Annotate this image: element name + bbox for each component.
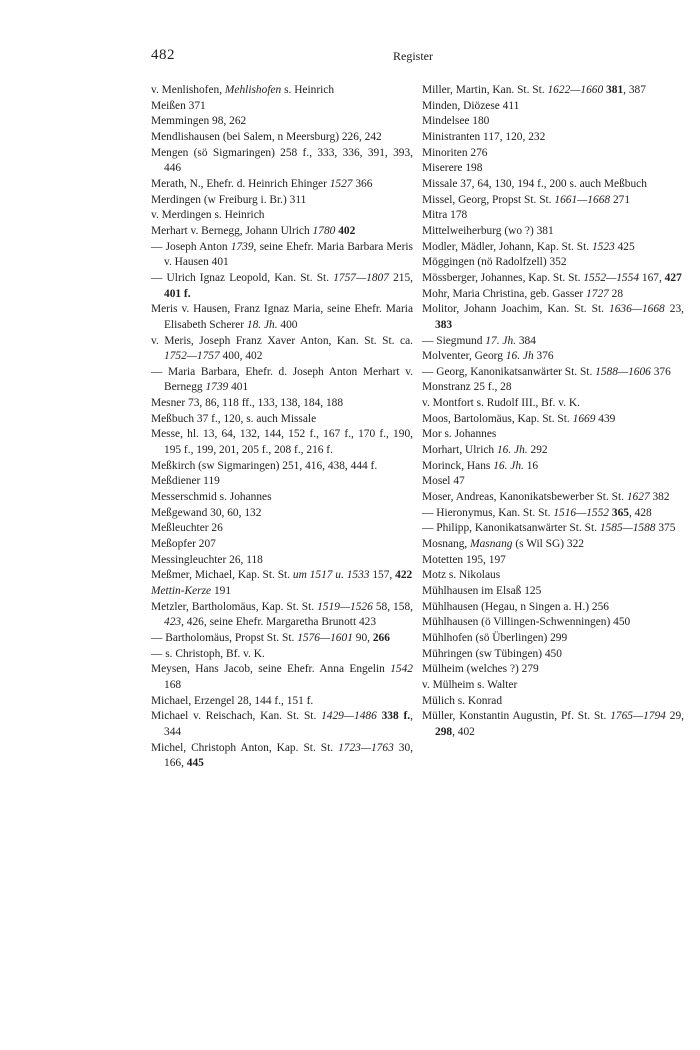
index-entry: Mesner 73, 86, 118 ff., 133, 138, 184, 188 [151, 397, 344, 410]
index-entry: — Georg, Kanonikatsanwärter St. St. 1588—1606 376 [422, 365, 671, 378]
index-entry: Missale 37, 64, 130, 194 f., 200 s. auch Meßbuch [422, 177, 647, 190]
index-entry: Minoriten 276 [422, 146, 488, 159]
index-entry: Mittelweiherburg (wo ?) 381 [422, 224, 554, 237]
index-entry: Michael v. Reischach, Kan. St. St. 1429—1486 338 f., 344 [151, 710, 413, 738]
index-entry: Molventer, Georg 16. Jh 376 [422, 350, 554, 363]
index-entry: — Philipp, Kanonikatsanwärter St. St. 1585—1588 375 [422, 522, 676, 535]
index-entry: Monstranz 25 f., 28 [422, 381, 512, 394]
index-entry: Meysen, Hans Jacob, seine Ehefr. Anna Engelin 1542 168 [151, 663, 413, 691]
index-entry: v. Mülheim s. Walter [422, 678, 518, 691]
index-entry: v. Merdingen s. Heinrich [151, 209, 265, 222]
index-entry: Missel, Georg, Propst St. St. 1661—1668 271 [422, 193, 631, 206]
index-entry: Merdingen (w Freiburg i. Br.) 311 [151, 193, 307, 206]
index-entry: Meißen 371 [151, 99, 206, 112]
index-entry: v. Meris, Joseph Franz Xaver Anton, Kan. St. St. ca. 1752—1757 400, 402 [151, 334, 413, 363]
index-entry: Miller, Martin, Kan. St. St. 1622—1660 381, 387 [422, 84, 646, 96]
index-entry: Mülheim (welches ?) 279 [422, 663, 539, 676]
index-entry: Molitor, Johann Joachim, Kan. St. St. 1636—1668 23, 383 [422, 303, 684, 331]
index-entry: v. Menlishofen, Mehlishofen s. Heinrich [151, 84, 335, 96]
index-entry: Messerschmid s. Johannes [151, 491, 272, 504]
index-entry: Mühlhofen (sö Überlingen) 299 [422, 631, 568, 644]
index-entry: Michel, Christoph Anton, Kap. St. St. 1723—1763 30, 166, 445 [151, 741, 413, 770]
index-entry: Messe, hl. 13, 64, 132, 144, 152 f., 167 f., 170 f., 190, 195 f., 199, 201, 205 f., 208 f., 216 f. [151, 428, 413, 457]
index-entry: Müller, Konstantin Augustin, Pf. St. St. 1765—1794 29, 298, 402 [422, 710, 684, 738]
index-entry: Michael, Erzengel 28, 144 f., 151 f. [151, 694, 314, 707]
index-entry: Moos, Bartolomäus, Kap. St. St. 1669 439 [422, 412, 616, 425]
index-entry: Mülich s. Konrad [422, 694, 503, 707]
index-entry: Memmingen 98, 262 [151, 115, 247, 128]
index-entry: — Joseph Anton 1739, seine Ehefr. Maria Barbara Meris v. Hausen 401 [151, 240, 413, 269]
index-entry: Meßdiener 119 [151, 475, 220, 488]
index-column-right [422, 83, 684, 741]
index-entry: Meßbuch 37 f., 120, s. auch Missale [151, 412, 317, 425]
index-entry: Merhart v. Bernegg, Johann Ulrich 1780 402 [151, 224, 356, 237]
page-number: 482 [151, 47, 175, 63]
index-entry: Meßkirch (sw Sigmaringen) 251, 416, 438, 444 f. [151, 459, 378, 472]
index-entry: Messingleuchter 26, 118 [151, 553, 263, 566]
running-head: Register [393, 49, 433, 63]
index-entry: Morhart, Ulrich 16. Jh. 292 [422, 444, 548, 457]
index-entry: Mühringen (sw Tübingen) 450 [422, 647, 562, 660]
index-entry: Mindelsee 180 [422, 115, 490, 128]
index-entry: Mössberger, Johannes, Kap. St. St. 1552—1554 167, 427 [422, 271, 682, 284]
index-entry: Meßgewand 30, 60, 132 [151, 506, 262, 519]
index-entry: Mosnang, Masnang (s Wil SG) 322 [422, 538, 584, 551]
index-entry: Meßopfer 207 [151, 538, 216, 551]
index-entry: — Hieronymus, Kan. St. St. 1516—1552 365, 428 [422, 506, 652, 519]
index-entry: Miserere 198 [422, 162, 483, 175]
index-entry: Minden, Diözese 411 [422, 99, 520, 112]
index-entry: Mohr, Maria Christina, geb. Gasser 1727 28 [422, 287, 624, 300]
index-entry: — Siegmund 17. Jh. 384 [422, 334, 536, 347]
index-entry: Mengen (sö Sigmaringen) 258 f., 333, 336, 391, 393, 446 [151, 146, 413, 175]
index-entry: — Bartholomäus, Propst St. St. 1576—1601 90, 266 [151, 631, 390, 644]
index-entry: Ministranten 117, 120, 232 [422, 130, 546, 143]
index-entry: Mitra 178 [422, 209, 468, 222]
index-entry: Motz s. Nikolaus [422, 569, 501, 582]
index-entry: Mendlishausen (bei Salem, n Meersburg) 226, 242 [151, 130, 382, 143]
index-entry: Motetten 195, 197 [422, 553, 506, 566]
index-entry: Meßmer, Michael, Kap. St. St. um 1517 u. 1533 157, 422 [151, 569, 413, 582]
index-column-left [151, 83, 413, 772]
index-entry: Möggingen (nö Radolfzell) 352 [422, 256, 567, 269]
index-entry: Mettin-Kerze 191 [151, 585, 232, 597]
index-entry: Modler, Mädler, Johann, Kap. St. St. 1523 425 [422, 240, 635, 253]
index-entry: Mor s. Johannes [422, 428, 497, 441]
index-entry: Moser, Andreas, Kanonikatsbewerber St. St. 1627 382 [422, 491, 670, 504]
index-entry: Mühlhausen im Elsaß 125 [422, 585, 542, 597]
index-entry: Mühlhausen (Hegau, n Singen a. H.) 256 [422, 600, 609, 613]
index-entry: — Ulrich Ignaz Leopold, Kan. St. St. 1757—1807 215, 401 f. [151, 271, 414, 300]
index-entry: — Maria Barbara, Ehefr. d. Joseph Anton Merhart v. Bernegg 1739 401 [151, 365, 413, 394]
index-entry: Mosel 47 [422, 475, 465, 488]
index-entry: Meßleuchter 26 [151, 522, 223, 535]
index-entry: — s. Christoph, Bf. v. K. [151, 647, 265, 660]
index-entry: v. Montfort s. Rudolf III., Bf. v. K. [422, 397, 580, 410]
index-entry: Merath, N., Ehefr. d. Heinrich Ehinger 1527 366 [151, 177, 373, 190]
index-entry: Metzler, Bartholomäus, Kap. St. St. 1519—1526 58, 158, 423, 426, seine Ehefr. Margaretha Brunott 423 [151, 600, 413, 629]
index-entry: Mühlhausen (ö Villingen-Schwenningen) 450 [422, 616, 631, 629]
index-entry: Morinck, Hans 16. Jh. 16 [422, 459, 539, 472]
index-entry: Meris v. Hausen, Franz Ignaz Maria, seine Ehefr. Maria Elisabeth Scherer 18. Jh. 400 [151, 303, 413, 331]
